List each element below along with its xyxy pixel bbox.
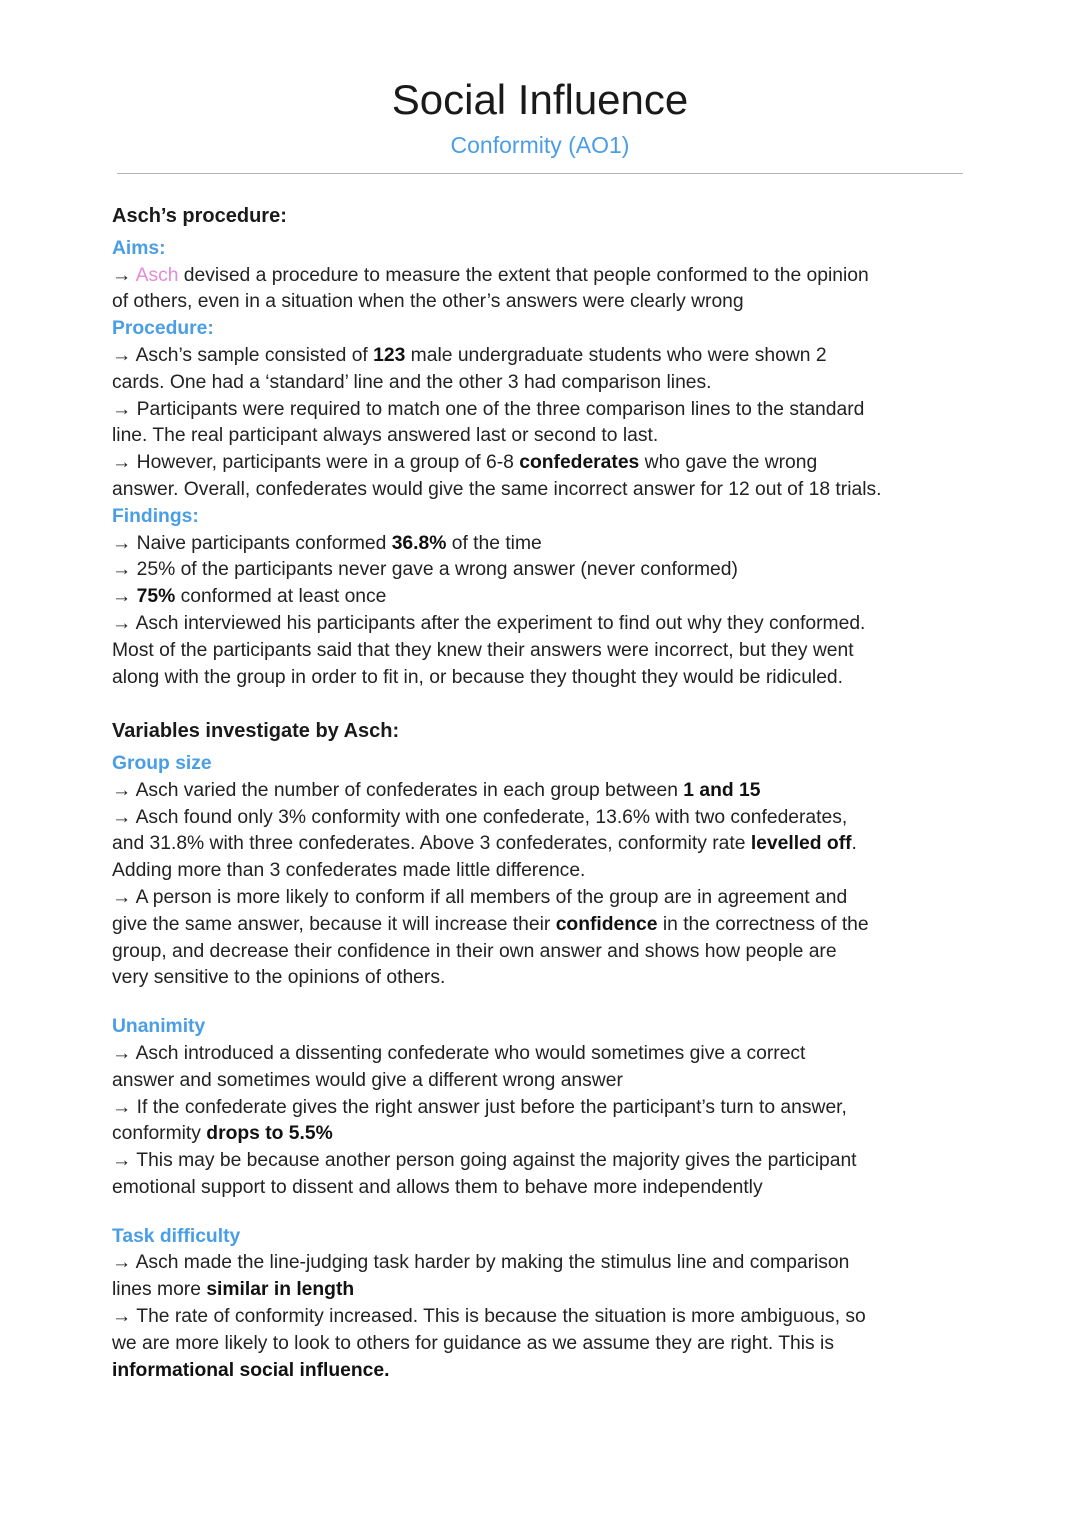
text-segment: give the same answer, because it will increase their [112, 913, 556, 935]
bold-text: 123 [373, 344, 406, 366]
text-segment: → Asch found only 3% conformity with one confederate, 13.6% with two confederates, [112, 806, 848, 828]
text-segment: → Asch introduced a dissenting confederate who would sometimes give a correct [112, 1042, 806, 1064]
text-segment: devised a procedure to measure the extent that people conformed to the opinion [178, 264, 869, 286]
text-line [112, 1175, 982, 1202]
text-line [112, 778, 982, 805]
text-segment: → Participants were required to match one of the three comparison lines to the standard [112, 398, 865, 420]
text-line [112, 831, 982, 858]
text-line [112, 1041, 982, 1068]
text-segment: cards. One had a ‘standard’ line and the other 3 had comparison lines. [112, 371, 712, 393]
text-segment: Adding more than 3 confederates made little difference. [112, 860, 586, 882]
text-line [112, 477, 982, 504]
text-segment: who gave the wrong [639, 452, 818, 474]
text-segment: → Asch varied the number of confederates in each group between [112, 779, 684, 801]
text-segment: conformity [112, 1123, 207, 1145]
text-line [112, 1121, 982, 1148]
text-line [112, 1250, 982, 1277]
text-segment: → [112, 586, 137, 608]
text-line [112, 912, 982, 939]
text-line [112, 1358, 982, 1385]
subsection-label: Group size [112, 752, 212, 774]
text-segment: very sensitive to the opinions of others. [112, 967, 446, 989]
text-segment: → Asch made the line-judging task harder by making the stimulus line and comparison [112, 1252, 850, 1274]
text-line [112, 1277, 982, 1304]
text-segment: → The rate of conformity increased. This is because the situation is more ambiguous, so [112, 1306, 866, 1328]
text-segment: → A person is more likely to conform if all members of the group are in agreement and [112, 886, 848, 908]
section-spacer [112, 691, 982, 718]
text-line [112, 1148, 982, 1175]
text-segment: → However, participants were in a group of 6-8 [112, 452, 520, 474]
text-segment: and 31.8% with three confederates. Above 3 confederates, conformity rate [112, 833, 751, 855]
text-line [112, 665, 982, 692]
text-segment: → Asch’s sample consisted of [112, 344, 374, 366]
text-segment: we are more likely to look to others for guidance as we assume they are right. This is [112, 1332, 834, 1354]
text-segment: Most of the participants said that they knew their answers were incorrect, but they went [112, 639, 854, 661]
text-segment: lines more [112, 1279, 207, 1301]
text-line [112, 1304, 982, 1331]
text-segment: along with the group in order to fit in, or because they thought they would be ridiculed. [112, 666, 844, 688]
text-line [112, 1068, 982, 1095]
subsection-spacer [112, 1202, 982, 1224]
text-segment: emotional support to dissent and allows them to behave more independently [112, 1176, 763, 1198]
section-heading: Asch’s procedure: [112, 205, 287, 227]
text-line [112, 423, 982, 450]
text-segment: of the time [446, 532, 542, 554]
text-segment: group, and decrease their confidence in their own answer and shows how people are [112, 940, 837, 962]
bold-text: confidence [555, 913, 658, 935]
text-line [112, 1095, 982, 1122]
text-segment: → 25% of the participants never gave a wrong answer (never conformed) [112, 559, 738, 581]
text-segment: → Naive participants conformed [112, 532, 392, 554]
text-segment: → This may be because another person going against the majority gives the participant [112, 1150, 857, 1172]
subsection-label: Aims: [112, 237, 166, 259]
subsection-label: Task difficulty [112, 1225, 241, 1247]
text-segment: answer and sometimes would give a different wrong answer [112, 1069, 623, 1091]
subsection-label: Unanimity [112, 1016, 206, 1038]
bold-text: confederates [519, 452, 640, 474]
text-line [112, 1331, 982, 1358]
bold-text: 1 and 15 [683, 779, 761, 801]
bold-text: drops to 5.5% [206, 1123, 333, 1145]
document-body [112, 203, 982, 1384]
text-line [112, 805, 982, 832]
bold-text: 75% [136, 586, 176, 608]
text-segment: male undergraduate students who were shown 2 [405, 344, 827, 366]
bold-text: informational social influence. [112, 1359, 390, 1381]
divider [117, 173, 963, 174]
text-segment: . [851, 833, 857, 855]
bold-text: 36.8% [391, 532, 447, 554]
text-line [112, 638, 982, 665]
highlighted-name: Asch [135, 264, 179, 286]
text-segment: → [112, 264, 136, 286]
text-segment: answer. Overall, confederates would give the same incorrect answer for 12 out of 18 trials. [112, 478, 882, 500]
text-segment: in the correctness of the [657, 913, 869, 935]
text-line [112, 397, 982, 424]
text-line [112, 885, 982, 912]
text-segment: → If the confederate gives the right answer just before the participant’s turn to answer, [112, 1096, 847, 1118]
text-line [112, 557, 982, 584]
text-segment: line. The real participant always answered last or second to last. [112, 425, 659, 447]
text-line [112, 584, 982, 611]
subsection-spacer [112, 992, 982, 1014]
subsection-label: Findings: [112, 505, 199, 527]
text-line [112, 858, 982, 885]
text-segment: of others, even in a situation when the other’s answers were clearly wrong [112, 291, 744, 313]
text-line [112, 531, 982, 558]
section-heading: Variables investigate by Asch: [112, 720, 400, 743]
text-line [112, 450, 982, 477]
text-line [112, 965, 982, 992]
bold-text: similar in length [206, 1279, 355, 1301]
subsection-label: Procedure: [112, 318, 214, 340]
document-subtitle: Conformity (AO1) [450, 132, 630, 158]
text-line [112, 611, 982, 638]
text-segment: conformed at least once [175, 586, 387, 608]
text-segment: → Asch interviewed his participants after the experiment to find out why they conformed. [112, 612, 866, 634]
document-title: Social Influence [391, 76, 689, 123]
text-line [112, 343, 982, 370]
text-line [112, 263, 982, 290]
bold-text: levelled off [750, 833, 852, 855]
text-line [112, 289, 982, 316]
text-line [112, 370, 982, 397]
text-line [112, 939, 982, 966]
